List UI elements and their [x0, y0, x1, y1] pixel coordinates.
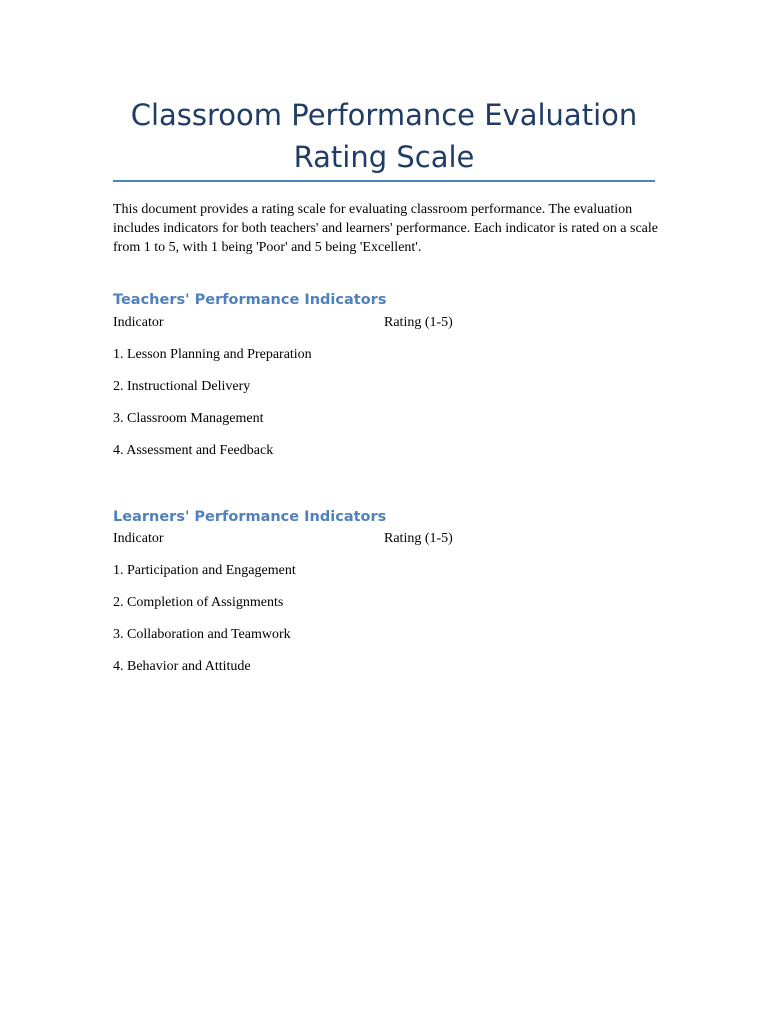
learners-indicator-item: 4. Behavior and Attitude — [113, 659, 251, 674]
learners-indicator-column-header: Indicator — [113, 531, 164, 546]
intro-paragraph: This document provides a rating scale for evaluating classroom performance. The evaluation includes indicators for both teachers' and learners' performance. Each indicator is rated on a scale from 1 to 5, with 1 being 'Poor' and 5 being 'Excellent'. — [113, 202, 658, 255]
title-divider — [113, 180, 655, 182]
learners-table-header — [113, 529, 655, 549]
title-line-1: Classroom Performance Evaluation — [130, 98, 638, 132]
teachers-table-header — [113, 313, 655, 333]
learners-indicator-item: 2. Completion of Assignments — [113, 595, 284, 610]
teachers-indicator-item: 1. Lesson Planning and Preparation — [113, 347, 312, 362]
teachers-indicator-item: 2. Instructional Delivery — [113, 379, 251, 394]
learners-indicator-item: 1. Participation and Engagement — [113, 563, 296, 578]
teachers-rating-column-header: Rating (1-5) — [384, 315, 453, 330]
teachers-indicator-item: 3. Classroom Management — [113, 411, 264, 426]
learners-rating-column-header: Rating (1-5) — [384, 531, 453, 546]
teachers-indicator-column-header: Indicator — [113, 315, 164, 330]
learners-indicator-item: 3. Collaboration and Teamwork — [113, 627, 291, 642]
teachers-indicator-item: 4. Assessment and Feedback — [113, 443, 274, 458]
teachers-section-heading: Teachers' Performance Indicators — [113, 292, 387, 308]
title-line-2: Rating Scale — [293, 140, 475, 174]
learners-section-heading: Learners' Performance Indicators — [113, 509, 387, 525]
page-title — [113, 94, 655, 178]
